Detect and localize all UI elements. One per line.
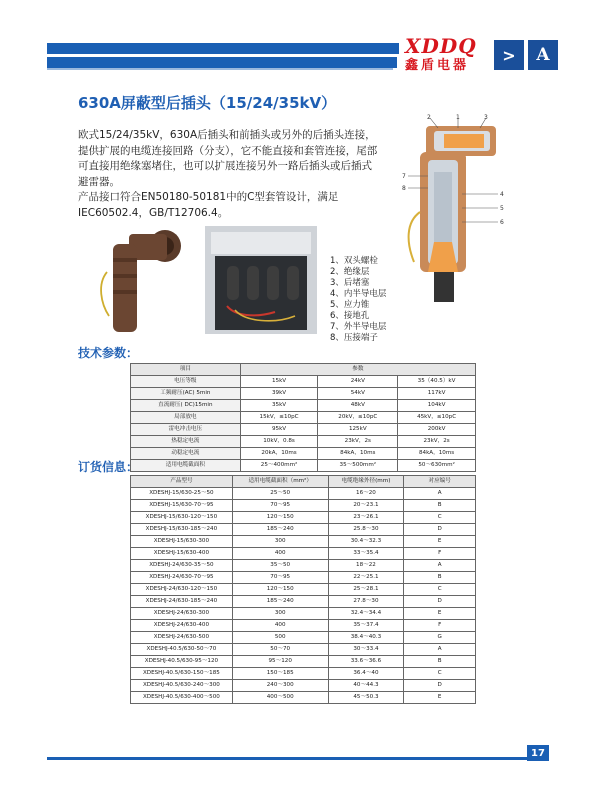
table-cell: D (404, 596, 476, 608)
table-cell: 185～240 (232, 596, 328, 608)
table-cell: 70～95 (232, 500, 328, 512)
table-cell: A (404, 488, 476, 500)
section-letter-badge (528, 40, 558, 70)
table-row (131, 460, 476, 472)
table-cell: 动稳定电流 (131, 448, 241, 460)
table-cell: 15kV，≤10pC (240, 412, 318, 424)
table-cell: B (404, 572, 476, 584)
table-cell: 25～50 (232, 488, 328, 500)
table-cell: 40～44.3 (328, 680, 404, 692)
legend-item: 6、接地孔 (330, 311, 370, 321)
table-cell: 电压等级 (131, 376, 241, 388)
component-legend (330, 256, 386, 344)
table-cell: 25～28.1 (328, 584, 404, 596)
table-cell: XDESHJ-15/630-400 (131, 548, 233, 560)
table-cell: 35～500mm² (318, 460, 398, 472)
table-cell: XDESHJ-24/630-185～240 (131, 596, 233, 608)
legend-item: 5、应力锥 (330, 300, 370, 310)
table-header-cell: 对应编号 (404, 476, 476, 488)
table-cell: XDESHJ-24/630-70～95 (131, 572, 233, 584)
table-cell: XDESHJ-24/630-35～50 (131, 560, 233, 572)
table-cell: 185～240 (232, 524, 328, 536)
table-cell: C (404, 512, 476, 524)
table-cell: XDESHJ-15/630-300 (131, 536, 233, 548)
table-cell: 25.8～30 (328, 524, 404, 536)
product-photo-installation (205, 226, 317, 334)
table-row (131, 512, 476, 524)
table-cell: 直流耐压( DC)15min (131, 400, 241, 412)
table-cell: 104kV (398, 400, 476, 412)
legend-item: 2、绝缘层 (330, 267, 370, 277)
callout-label: 3 (484, 114, 488, 121)
product-photo-connector (95, 224, 187, 336)
tech-params-table (130, 363, 476, 472)
table-cell: 400～500 (232, 692, 328, 704)
table-cell: 35kV (240, 400, 318, 412)
legend-item: 7、外半导电层 (330, 322, 387, 332)
table-cell: 35（40.5）kV (398, 376, 476, 388)
table-cell: G (404, 632, 476, 644)
table-cell: 工频耐压(AC) 5min (131, 388, 241, 400)
table-row (131, 572, 476, 584)
table-row (131, 524, 476, 536)
table-cell: 30.4～32.3 (328, 536, 404, 548)
table-cell: 24kV (318, 376, 398, 388)
table-cell: XDESHJ-40.5/630-240～300 (131, 680, 233, 692)
table-cell: 23kV，2s (318, 436, 398, 448)
cutaway-diagram (400, 112, 510, 302)
table-row (131, 400, 476, 412)
table-cell: 33～35.4 (328, 548, 404, 560)
table-cell: XDESHJ-15/630-25～50 (131, 488, 233, 500)
table-cell: B (404, 500, 476, 512)
table-cell: 22～25.1 (328, 572, 404, 584)
legend-item: 1、双头螺栓 (330, 256, 378, 266)
table-cell: 20kV，≤10pC (318, 412, 398, 424)
table-cell: XDESHJ-24/630-300 (131, 608, 233, 620)
table-row (131, 620, 476, 632)
table-cell: C (404, 584, 476, 596)
table-row (131, 668, 476, 680)
table-cell: 35～50 (232, 560, 328, 572)
callout-label: 7 (402, 173, 406, 180)
table-row (131, 584, 476, 596)
table-cell: XDESHJ-40.5/630-150～185 (131, 668, 233, 680)
table-cell: 150～185 (232, 668, 328, 680)
table-row (131, 632, 476, 644)
table-cell: E (404, 536, 476, 548)
table-row (131, 644, 476, 656)
table-cell: 热稳定电流 (131, 436, 241, 448)
table-cell: 23～26.1 (328, 512, 404, 524)
table-cell: 240～300 (232, 680, 328, 692)
table-cell: 45kV，≤10pC (398, 412, 476, 424)
table-cell: 48kV (318, 400, 398, 412)
table-cell: A (404, 560, 476, 572)
table-cell: 33.6～36.6 (328, 656, 404, 668)
brand-logo (405, 36, 487, 76)
table-row (131, 424, 476, 436)
table-cell: 300 (232, 608, 328, 620)
table-cell: 16～20 (328, 488, 404, 500)
table-cell: 95～120 (232, 656, 328, 668)
table-cell: 50～630mm² (398, 460, 476, 472)
intro-paragraph: 欧式15/24/35kV，630A后插头和前插头或另外的后插头连接，提供扩展的电缆连接回路（分支），它不能直接和套管连接，尾部可直接用绝缘塞堵住，也可以扩展连接另外一路后插头或后插式避雷器。 (78, 129, 378, 188)
table-header-row (131, 476, 476, 488)
legend-item: 8、压接端子 (330, 333, 378, 343)
chevron-right-icon: > (502, 45, 516, 65)
table-cell: XDESHJ-40.5/630-50～70 (131, 644, 233, 656)
table-row (131, 548, 476, 560)
order-info-table (130, 475, 476, 704)
callout-label: 1 (456, 114, 460, 121)
table-cell: E (404, 692, 476, 704)
legend-item: 3、后堵塞 (330, 278, 370, 288)
table-cell: 38.4～40.3 (328, 632, 404, 644)
table-cell: 局部放电 (131, 412, 241, 424)
table-cell: 54kV (318, 388, 398, 400)
table-cell: 45～50.3 (328, 692, 404, 704)
header-stripe-top (47, 43, 399, 54)
table-cell: 500 (232, 632, 328, 644)
callout-label: 5 (500, 205, 504, 212)
table-cell: F (404, 620, 476, 632)
table-cell: XDESHJ-15/630-70～95 (131, 500, 233, 512)
table-cell: 70～95 (232, 572, 328, 584)
section-letter: A (536, 45, 550, 65)
callout-label: 6 (500, 219, 504, 226)
table-row (131, 436, 476, 448)
table-cell: D (404, 680, 476, 692)
table-cell: 25～400mm² (240, 460, 318, 472)
table-cell: 35～37.4 (328, 620, 404, 632)
table-cell: E (404, 608, 476, 620)
table-row (131, 388, 476, 400)
table-cell: 20kA，10ms (240, 448, 318, 460)
table-row (131, 376, 476, 388)
table-cell: 117kV (398, 388, 476, 400)
page-number: 17 (527, 745, 549, 761)
table-cell: 36.4～40 (328, 668, 404, 680)
table-cell: 50～70 (232, 644, 328, 656)
table-cell: F (404, 548, 476, 560)
nav-arrow-button[interactable] (494, 40, 524, 70)
table-cell: XDESHJ-40.5/630-400～500 (131, 692, 233, 704)
callout-label: 4 (500, 191, 504, 198)
table-row (131, 500, 476, 512)
callout-label: 2 (427, 114, 431, 121)
table-cell: XDESHJ-15/630-120～150 (131, 512, 233, 524)
table-header-cell: 项目 (131, 364, 241, 376)
table-cell: 39kV (240, 388, 318, 400)
table-row (131, 488, 476, 500)
table-cell: 30～33.4 (328, 644, 404, 656)
table-row (131, 692, 476, 704)
table-row (131, 608, 476, 620)
callout-label: 8 (402, 185, 406, 192)
table-cell: 200kV (398, 424, 476, 436)
legend-item: 4、内半导电层 (330, 289, 387, 299)
table-cell: 300 (232, 536, 328, 548)
table-row (131, 596, 476, 608)
tech-section-title: 技术参数： (78, 346, 139, 360)
table-cell: XDESHJ-24/630-500 (131, 632, 233, 644)
table-cell: XDESHJ-40.5/630-95～120 (131, 656, 233, 668)
table-cell: 10kV，0.8s (240, 436, 318, 448)
table-cell: 20～23.1 (328, 500, 404, 512)
table-cell: C (404, 668, 476, 680)
table-header-row (131, 364, 476, 376)
table-cell: D (404, 524, 476, 536)
table-cell: XDESHJ-24/630-400 (131, 620, 233, 632)
table-cell: 15kV (240, 376, 318, 388)
table-row (131, 680, 476, 692)
table-cell: 120～150 (232, 584, 328, 596)
brand-logo-text: 鑫盾电器 (405, 58, 470, 73)
footer-line (47, 757, 527, 760)
table-row (131, 560, 476, 572)
order-section-title: 订货信息： (78, 460, 139, 474)
table-cell: 27.8～30 (328, 596, 404, 608)
table-cell: 125kV (318, 424, 398, 436)
page-title: 630A屏蔽型后插头（15/24/35kV） (78, 94, 337, 112)
table-cell: 雷电冲击电压 (131, 424, 241, 436)
table-cell: 84kA，10ms (318, 448, 398, 460)
table-cell: 84kA，10ms (398, 448, 476, 460)
header-stripe-shadow (47, 68, 393, 70)
table-cell: 400 (232, 620, 328, 632)
table-cell: 120～150 (232, 512, 328, 524)
table-header-cell: 产品型号 (131, 476, 233, 488)
table-cell: 95kV (240, 424, 318, 436)
table-cell: 18～22 (328, 560, 404, 572)
table-row (131, 536, 476, 548)
brand-logo-mark: XDDQ (405, 34, 477, 58)
table-cell: XDESHJ-24/630-120～150 (131, 584, 233, 596)
table-header-cell: 电缆绝缘外径(mm) (328, 476, 404, 488)
table-row (131, 412, 476, 424)
table-cell: 32.4～34.4 (328, 608, 404, 620)
table-cell: B (404, 656, 476, 668)
table-header-cell: 适用电缆截面积（mm²） (232, 476, 328, 488)
table-cell: A (404, 644, 476, 656)
table-cell: 23kV，2s (398, 436, 476, 448)
table-cell: 400 (232, 548, 328, 560)
table-header-cell: 参数 (240, 364, 475, 376)
intro-paragraph: 产品接口符合EN50180-50181中的C型套管设计，满足IEC60502.4，GB/T12706.4。 (78, 191, 339, 219)
table-cell: XDESHJ-15/630-185～240 (131, 524, 233, 536)
header-stripe-bottom (47, 57, 397, 68)
table-row (131, 656, 476, 668)
table-cell: 适用电缆截面积 (131, 460, 241, 472)
table-row (131, 448, 476, 460)
intro-text (78, 128, 378, 221)
